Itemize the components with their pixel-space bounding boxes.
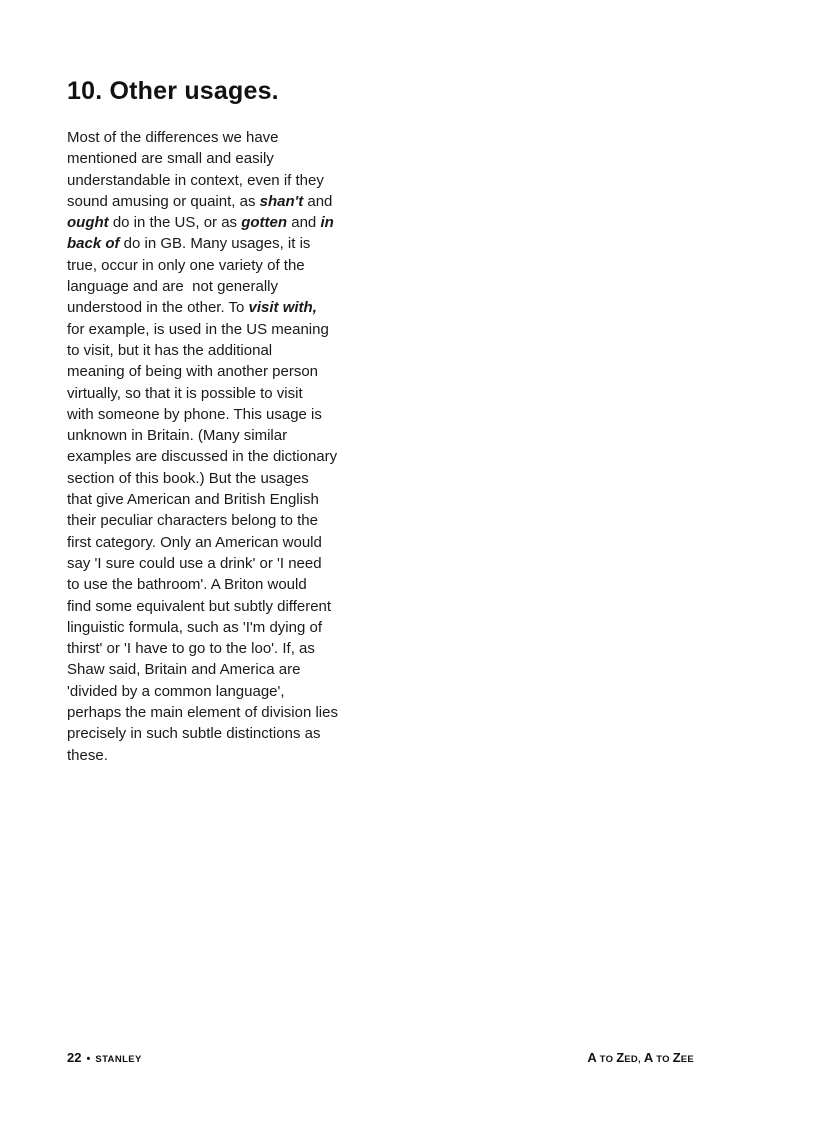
italic-term: ought <box>67 214 109 232</box>
text-line: back of do in GB. Many usages, it is <box>67 235 311 253</box>
text-line: linguistic formula, such as 'I'm dying of <box>67 618 322 636</box>
footer-left <box>67 1049 142 1067</box>
text-line: say 'I sure could use a drink' or 'I need <box>67 554 322 572</box>
text-line: Shaw said, Britain and America are <box>67 661 301 679</box>
text-line: these. <box>67 746 108 764</box>
text-line: find some equivalent but subtly different <box>67 597 332 615</box>
text-line: Most of the differences we have <box>67 129 279 146</box>
text-line: that give American and British English <box>67 491 319 509</box>
text-line: first category. Only an American would <box>67 533 322 551</box>
italic-term: visit with, <box>248 299 317 317</box>
text-line: understandable in context, even if they <box>67 171 324 189</box>
author-name: STANLEY <box>95 1054 142 1065</box>
page-number: 22 <box>67 1050 82 1065</box>
text-line: true, occur in only one variety of the <box>67 256 305 274</box>
text-line: precisely in such subtle distinctions as <box>67 725 321 743</box>
text-line: section of this book.) But the usages <box>67 469 309 487</box>
text-line: to visit, but it has the additional <box>67 341 273 359</box>
running-title: A TO ZED, A TO ZEE <box>587 1050 694 1065</box>
text-line: examples are discussed in the dictionary <box>67 448 338 466</box>
text-line: for example, is used in the US meaning <box>67 320 329 338</box>
text-line: understood in the other. To visit with, <box>67 299 317 317</box>
text-line: perhaps the main element of division lies <box>67 704 338 722</box>
italic-term: back of <box>67 235 120 253</box>
text-line: unknown in Britain. (Many similar <box>67 427 288 445</box>
text-line: 'divided by a common language', <box>67 682 285 700</box>
italic-term: in <box>320 214 334 232</box>
footer-separator: • <box>86 1053 91 1065</box>
text-line: mentioned are small and easily <box>67 150 274 168</box>
text-line: sound amusing or quaint, as shan't and <box>67 192 333 210</box>
text-line: ought do in the US, or as gotten and in <box>67 214 334 232</box>
text-line: language and are not generally <box>67 278 278 296</box>
text-line: with someone by phone. This usage is <box>67 405 322 423</box>
text-line: meaning of being with another person <box>67 363 319 381</box>
text-line: thirst' or 'I have to go to the loo'. If, as <box>67 640 315 658</box>
body-paragraph <box>67 127 367 766</box>
text-line: to use the bathroom'. A Briton would <box>67 576 307 594</box>
text-line: their peculiar characters belong to the <box>67 512 318 530</box>
italic-term: shan't <box>259 192 304 210</box>
text-line: virtually, so that it is possible to visit <box>67 384 303 402</box>
italic-term: gotten <box>241 214 288 232</box>
section-heading: 10. Other usages. <box>67 77 279 105</box>
